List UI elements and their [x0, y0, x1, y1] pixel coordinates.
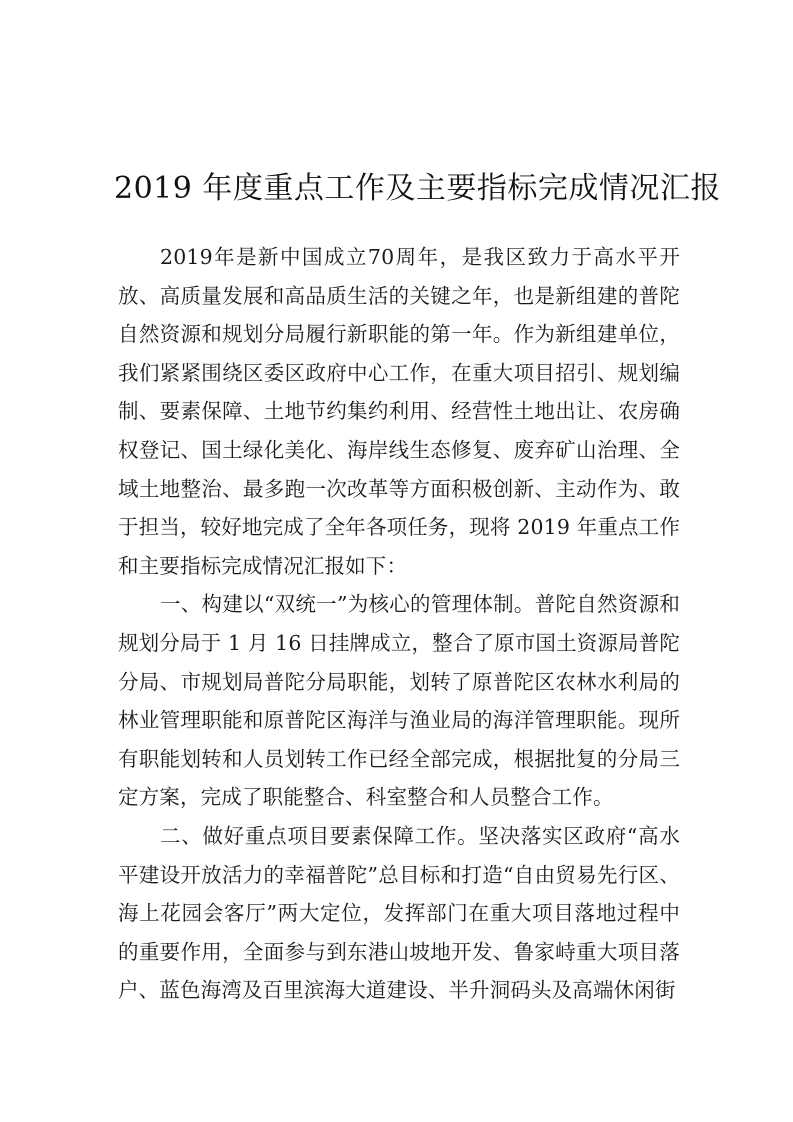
paragraph-section-one: 一、构建以“双统一”为核心的管理体制。普陀自然资源和规划分局于 1 月 16 日挂牌成立，整合了原市国土资源局普陀分局、市规划局普陀分局职能，划转了原普陀区农林水利局的林业管理职能和原普陀区海洋与渔业局的海洋管理职能。现所有职能划转和人员划转工作已经全部完成，根据批复的分局三定方案，完成了职能整合、科室整合和人员整合工作。	[118, 592, 680, 810]
paragraph-section-two: 二、做好重点项目要素保障工作。坚决落实区政府“高水平建设开放活力的幸福普陀”总目标和打造“自由贸易先行区、海上花园会客厅”两大定位，发挥部门在重大项目落地过程中的重要作用，全面参与到东港山坡地开发、鲁家峙重大项目落户、蓝色海湾及百里滨海大道建设、半升洞码头及高端休闲街	[118, 823, 680, 1003]
paragraph-intro: 2019年是新中国成立70周年，是我区致力于高水平开放、高质量发展和高品质生活的关键之年，也是新组建的普陀自然资源和规划分局履行新职能的第一年。作为新组建单位，我们紧紧围绕区委区政府中心工作，在重大项目招引、规划编制、要素保障、土地节约集约利用、经营性土地出让、农房确权登记、国土绿化美化、海岸线生态修复、废弃矿山治理、全域土地整治、最多跑一次改革等方面积极创新、主动作为、敢于担当，较好地完成了全年各项任务，现将 2019 年重点工作和主要指标完成情况汇报如下：	[118, 245, 680, 578]
page-title: 2019 年度重点工作及主要指标完成情况汇报	[114, 171, 721, 207]
document-body	[118, 238, 680, 1010]
